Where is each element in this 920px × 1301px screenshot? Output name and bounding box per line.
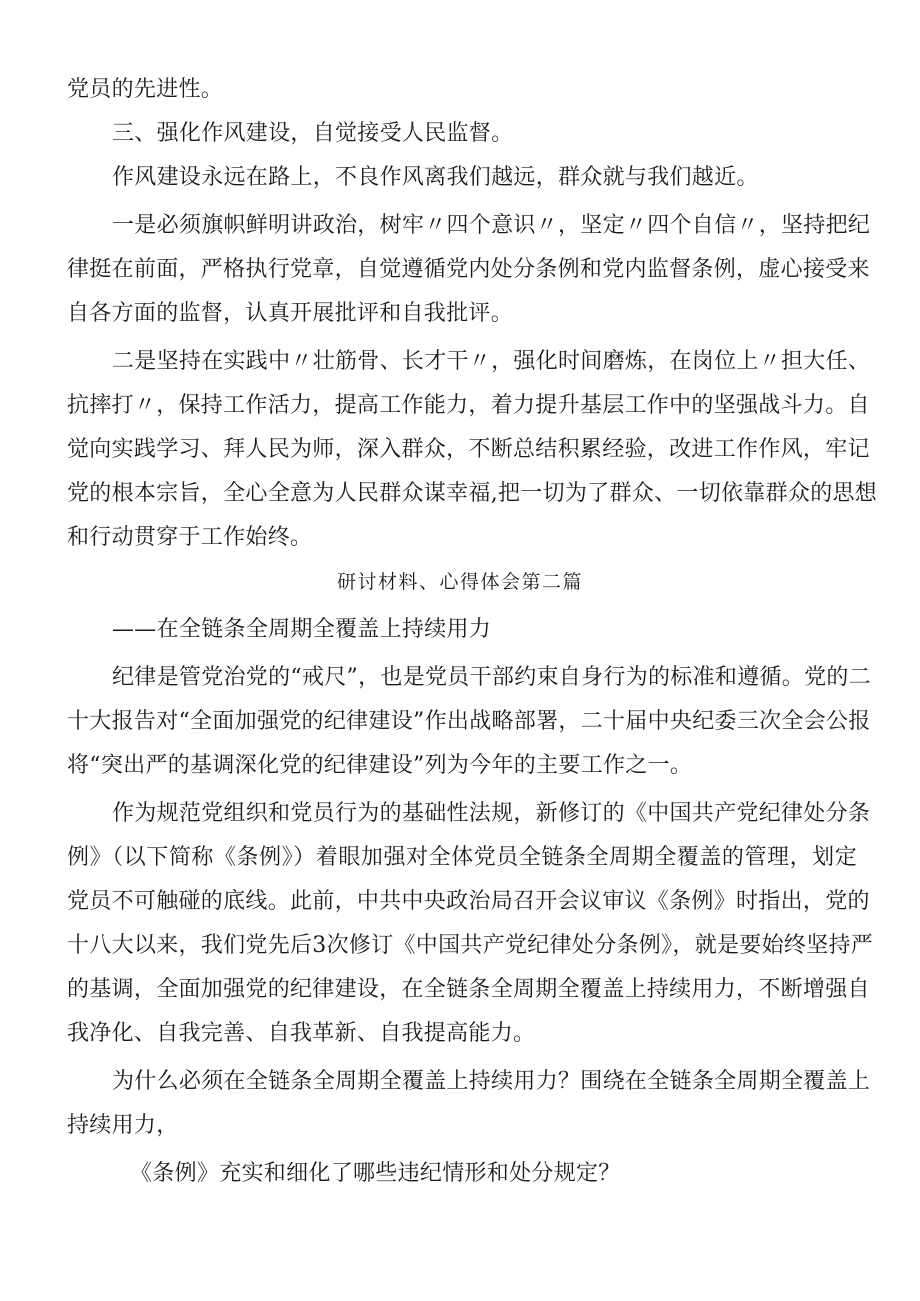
text-line: 觉向实践学习、拜人民为师，深入群众，不断总结积累经验，改进工作作风，牢记 [67,437,870,462]
text-line: 持续用力， [67,1113,179,1138]
text-line: 二是坚持在实践中〃壮筋骨、长才干〃，强化时间磨炼，在岗位上〃担大任、 [112,349,871,374]
text-line: 我净化、自我完善、自我革新、自我提高能力。 [67,1021,536,1046]
text-line: ——在全链条全周期全覆盖上持续用力 [112,617,492,642]
text-line: 党员不可触碰的底线。此前，中共中央政治局召开会议审议《条例》时指出，党的 [67,889,870,914]
text-line: 十八大以来，我们党先后3次修订《中国共产党纪律处分条例》，就是要始终坚持严 [67,933,874,958]
text-line: 十大报告对“全面加强党的纪律建设”作出战略部署，二十届中央纪委三次全会公报 [67,709,871,734]
text-line: 作为规范党组织和党员行为的基础性法规，新修订的《中国共产党纪律处分条 [112,801,871,826]
section-heading: 研讨材料、心得体会第二篇 [336,571,583,593]
text-line: 党的根本宗旨，全心全意为人民群众谋幸福,把一切为了群众、一切依靠群众的思想 [67,481,878,506]
text-line: 的基调，全面加强党的纪律建设，在全链条全周期全覆盖上持续用力，不断增强自 [67,977,870,1002]
text-line: 党员的先进性。 [67,77,224,102]
text-line: 抗摔打〃，保持工作活力，提高工作能力，着力提升基层工作中的坚强战斗力。自 [67,393,870,418]
text-line: 作风建设永远在路上，不良作风离我们越远，群众就与我们越近。 [112,165,759,190]
text-line: 律挺在前面，严格执行党章，自觉遵循党内处分条例和党内监督条例，虚心接受来 [67,257,870,282]
text-line: 例》（以下简称《条例》）着眼加强对全体党员全链条全周期全覆盖的管理，划定 [67,845,857,870]
text-line: 纪律是管党治党的“戒尺”，也是党员干部约束自身行为的标准和遵循。党的二 [112,665,871,690]
text-line: 三、强化作风建设，自觉接受人民监督。 [112,121,514,146]
text-line: 一是必须旗帜鲜明讲政治，树牢〃四个意识〃，坚定〃四个自信〃，坚持把纪 [112,213,871,238]
text-line: 自各方面的监督，认真开展批评和自我批评。 [67,301,514,326]
text-line: 将“突出严的基调深化党的纪律建设”列为今年的主要工作之一。 [67,753,693,778]
text-line: 和行动贯穿于工作始终。 [67,525,313,550]
text-line: 为什么必须在全链条全周期全覆盖上持续用力？围绕在全链条全周期全覆盖上 [112,1069,871,1094]
text-line: 《条例》充实和细化了哪些违纪情形和处分规定？ [130,1161,621,1186]
